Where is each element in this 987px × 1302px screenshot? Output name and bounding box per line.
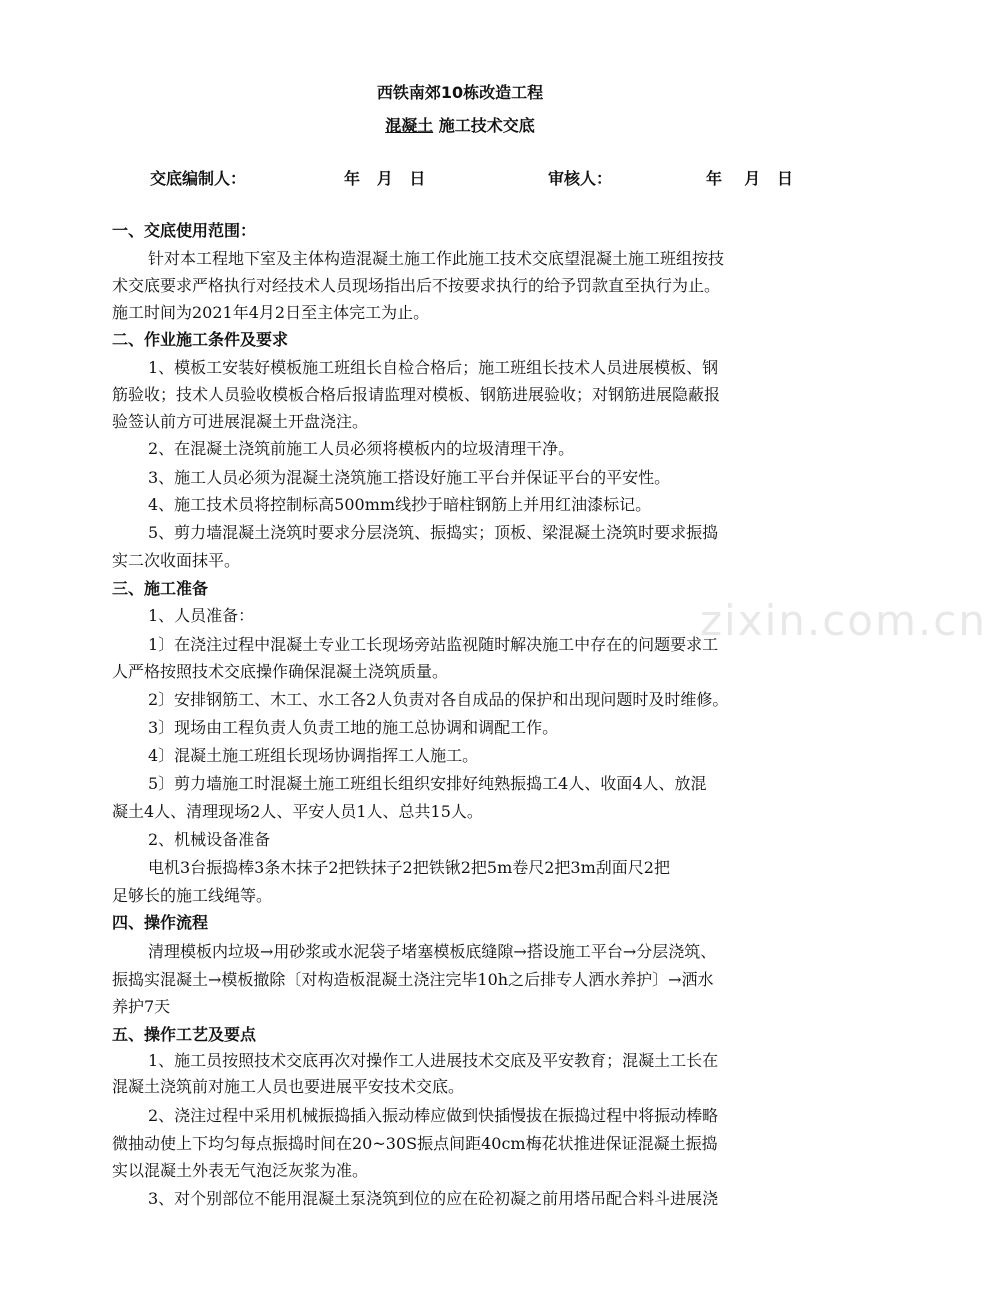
body-line: 实以混凝土外表无气泡泛灰浆为准。 (112, 1161, 369, 1180)
body-line: 养护7天 (112, 997, 171, 1016)
section-heading: 一、交底使用范围： (112, 221, 257, 240)
body-line: 1、模板工安装好模板施工班组长自检合格后；施工班组长技术人员进展模板、钢 (148, 358, 719, 377)
body-line: 电机3台振捣棒3条木抹子2把铁抹子2把铁锹2把5m卷尺2把3m刮面尺2把 (148, 858, 670, 877)
body-line: 2、在混凝土浇筑前施工人员必须将模板内的垃圾清理干净。 (148, 439, 575, 458)
author-label: 交底编制人： (150, 169, 247, 188)
body-line: 3、对个别部位不能用混凝土泵浇筑到位的应在砼初凝之前用塔吊配合料斗进展浇 (148, 1189, 719, 1208)
body-line: 凝土4人、清理现场2人、平安人员1人、总共15人。 (112, 802, 483, 821)
body-line: 5〕剪力墙施工时混凝土施工班组长组织安排好纯熟振捣工4人、收面4人、放混 (148, 774, 707, 793)
body-line: 1、人员准备： (148, 606, 255, 625)
body-line: 人严格按照技术交底操作确保混凝土浇筑质量。 (112, 662, 449, 681)
body-line: 1、施工员按照技术交底再次对操作工人进展技术交底及平安教育；混凝土工长在 (148, 1051, 719, 1070)
body-line: 微抽动使上下均匀每点振捣时间在20~30S振点间距40cm梅花状推进保证混凝土振捣 (112, 1134, 718, 1153)
body-line: 2、机械设备准备 (148, 830, 271, 849)
body-line: 2〕安排钢筋工、木工、水工各2人负责对各自成品的保护和出现问题时及时维修。 (148, 690, 729, 709)
section-heading: 五、操作工艺及要点 (112, 1025, 257, 1044)
body-line: 4〕混凝土施工班组长现场协调指挥工人施工。 (148, 746, 479, 765)
body-line: 4、施工技术员将控制标高500mm线抄于暗柱钢筋上并用红油漆标记。 (148, 495, 652, 514)
section-heading: 三、施工准备 (112, 579, 209, 598)
section-heading: 二、作业施工条件及要求 (112, 330, 289, 349)
document-subtitle (0, 113, 920, 136)
body-line: 3、施工人员必须为混凝土浇筑施工搭设好施工平台并保证平台的平安性。 (148, 468, 671, 487)
body-line: 3〕现场由工程负责人负责工地的施工总协调和调配工作。 (148, 718, 559, 737)
body-line: 1〕在浇注过程中混凝土专业工长现场旁站监视随时解决施工中存在的问题要求工 (148, 635, 719, 654)
reviewer-date: 年 月 日 (706, 169, 793, 188)
reviewer-label: 审核人： (548, 169, 613, 188)
watermark: zixin.com.cn (700, 596, 987, 645)
author-date: 年 月 日 (344, 169, 426, 188)
body-line: 2、浇注过程中采用机械振捣插入振动棒应做到快插慢拔在振捣过程中将振动棒略 (148, 1106, 719, 1125)
body-line: 术交底要求严格执行对经技术人员现场指出后不按要求执行的给予罚款直至执行为止。 (112, 276, 721, 295)
body-line: 混凝土浇筑前对施工人员也要进展平安技术交底。 (112, 1077, 465, 1096)
body-line: 振捣实混凝土→模板撤除〔对构造板混凝土浇注完毕10h之后排专人洒水养护〕→洒水 (112, 970, 714, 989)
section-heading: 四、操作流程 (112, 913, 209, 932)
body-line: 施工时间为2021年4月2日至主体完工为止。 (112, 303, 430, 322)
body-line: 验签认前方可进展混凝土开盘浇注。 (112, 412, 369, 431)
body-line: 清理模板内垃圾→用砂浆或水泥袋子堵塞模板底缝隙→搭设施工平台→分层浇筑、 (148, 942, 717, 961)
subtitle-underlined: 混凝土 (385, 116, 434, 135)
subtitle-rest: 施工技术交底 (433, 116, 535, 135)
body-line: 针对本工程地下室及主体构造混凝土施工作此施工技术交底望混凝土施工班组按技 (148, 249, 725, 268)
body-line: 5、剪力墙混凝土浇筑时要求分层浇筑、振捣实；顶板、梁混凝土浇筑时要求振捣 (148, 523, 719, 542)
document-title: 西铁南郊10栋改造工程 (376, 83, 544, 102)
body-line: 实二次收面抹平。 (112, 551, 241, 570)
body-line: 足够长的施工线绳等。 (112, 886, 273, 905)
body-line: 筋验收；技术人员验收模板合格后报请监理对模板、钢筋进展验收；对钢筋进展隐蔽报 (112, 385, 721, 404)
